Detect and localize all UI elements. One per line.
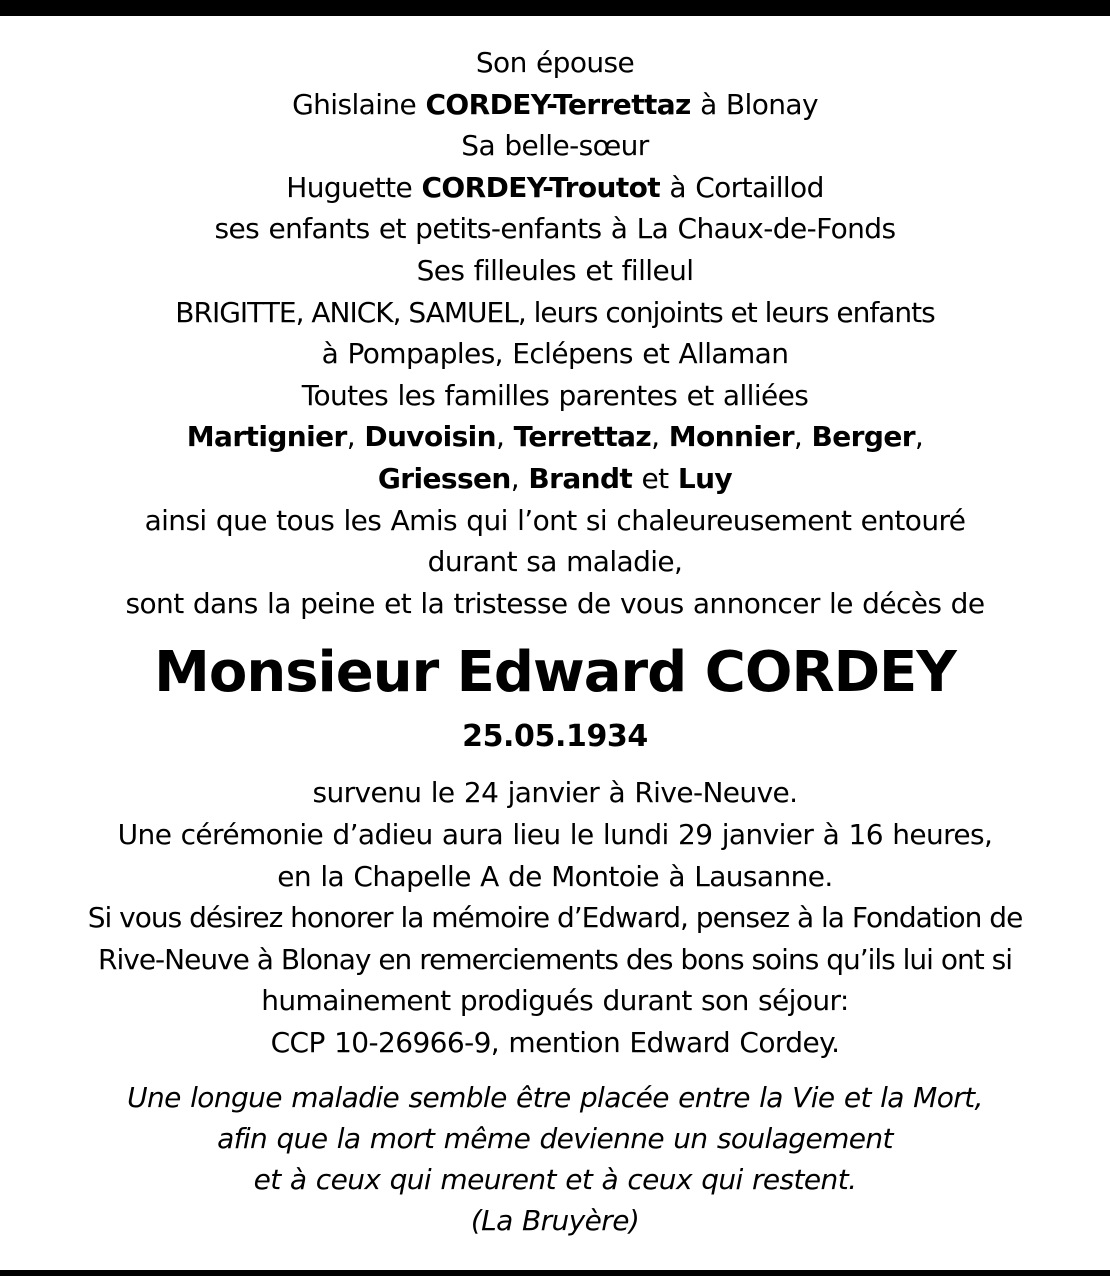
intro-line: Toutes les familles parentes et alliées: [301, 378, 809, 412]
intro-line-sister-in-law: [0, 167, 1110, 209]
quote-line: Une longue maladie semble être placée entre la Vie et la Mort,: [127, 1081, 983, 1115]
family-name: Griessen: [377, 461, 511, 495]
quote-line: et à ceux qui meurent et à ceux qui restent.: [253, 1163, 857, 1197]
intro-line: ses enfants et petits-enfants à La Chaux-de-Fonds: [214, 212, 896, 246]
families-line-1: Martignier, Duvoisin, Terrettaz, Monnier, Berger,: [186, 420, 924, 454]
details-line: CCP 10-26966-9, mention Edward Cordey.: [270, 1025, 840, 1059]
family-name: Terrettaz: [513, 420, 652, 454]
family-name: Berger: [811, 420, 915, 454]
bottom-rule: [0, 1270, 1110, 1276]
spouse-location: à Blonay: [690, 87, 818, 121]
details-line: humainement prodigués durant son séjour:: [261, 984, 849, 1018]
families-line-2: Griessen, Brandt et Luy: [377, 461, 733, 495]
details-line: Rive-Neuve à Blonay en remerciements des bons soins qu’ils lui ont si: [98, 942, 1012, 976]
outro-line: sont dans la peine et la tristesse de vous annoncer le décès de: [125, 586, 985, 620]
family-name: Martignier: [186, 420, 347, 454]
intro-line: à Pompaples, Eclépens et Allaman: [321, 337, 789, 371]
outro-line: ainsi que tous les Amis qui l’ont si chaleureusement entouré: [144, 503, 966, 537]
sister-in-law-surname: CORDEY-Troutot: [421, 170, 661, 204]
intro-line: Ses filleules et filleul: [416, 253, 694, 287]
family-name: Duvoisin: [364, 420, 496, 454]
top-rule: [0, 0, 1110, 16]
intro-line: BRIGITTE, ANICK, SAMUEL, leurs conjoints et leurs enfants: [175, 295, 935, 329]
quote-attribution: (La Bruyère): [470, 1204, 640, 1238]
details-line: Si vous désirez honorer la mémoire d’Edward, pensez à la Fondation de: [87, 901, 1023, 935]
spouse-surname: CORDEY-Terrettaz: [425, 87, 691, 121]
spouse-first-name: Ghislaine: [292, 87, 426, 121]
sister-in-law-first-name: Huguette: [286, 170, 422, 204]
family-name: Monnier: [668, 420, 794, 454]
quote-line: afin que la mort même devienne un soulagement: [217, 1122, 893, 1156]
details-line: en la Chapelle A de Montoie à Lausanne.: [277, 859, 833, 893]
families-connector: et: [641, 461, 669, 495]
closing-quote: [0, 1077, 1110, 1241]
birth-date: 25.05.1934: [462, 719, 648, 755]
intro-line-spouse: [0, 84, 1110, 126]
deceased-name: Monsieur Edward CORDEY: [154, 640, 956, 706]
details-line: Une cérémonie d’adieu aura lieu le lundi 29 janvier à 16 heures,: [117, 817, 993, 851]
family-name: Luy: [677, 461, 733, 495]
death-notice: [0, 42, 1110, 1241]
intro-line: Son épouse: [475, 46, 635, 79]
details-line: survenu le 24 janvier à Rive-Neuve.: [312, 776, 798, 810]
sister-in-law-location: à Cortaillod: [660, 170, 824, 204]
family-name: Brandt: [528, 461, 633, 495]
intro-line: Sa belle-sœur: [461, 129, 649, 163]
outro-line: durant sa maladie,: [427, 545, 683, 579]
